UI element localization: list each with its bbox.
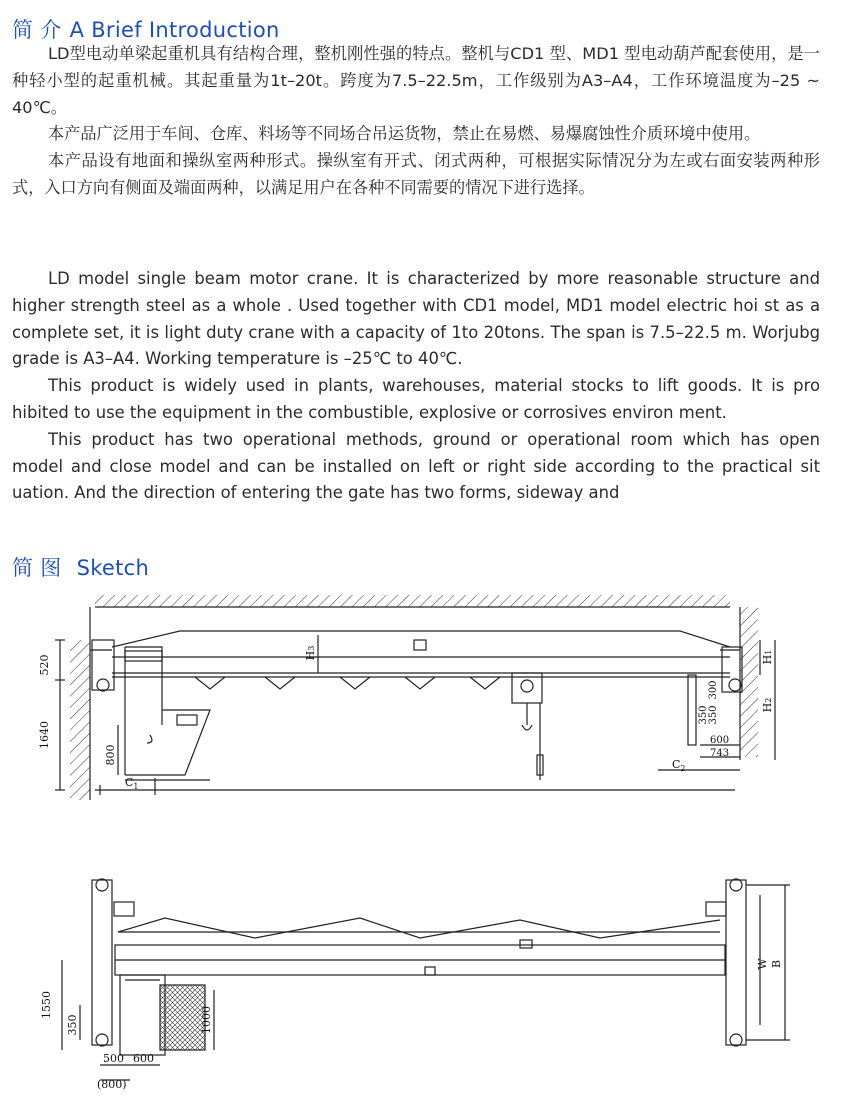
chinese-description (12, 41, 820, 202)
h1-label: H1 (761, 649, 774, 665)
dim-w-label: W (756, 958, 769, 970)
operator-cab-plan (120, 975, 165, 1055)
sketch-heading-en: Sketch (76, 556, 150, 580)
plan-dim-1550-label: 1550 (40, 991, 53, 1019)
right-wall-hatch (740, 607, 758, 757)
plan-dim-1000-label: 1000 (200, 1006, 213, 1034)
c2-label: $C_2$ (672, 758, 686, 773)
plan-dim-600-label: 600 (133, 1052, 154, 1065)
intro-heading-cn: 简 介 (12, 18, 62, 42)
cn-paragraph-1: LD型电动单梁起重机具有结构合理，整机刚性强的特点。整机与CD1 型、MD1 型电动葫芦配套使用，是一种轻小型的起重机械。其起重量为1t–20t。跨度为7.5–22.5m，工作级别为A3–A4，工作环境温度为–25 ~ 40℃。 (12, 44, 820, 117)
english-description (12, 266, 820, 507)
dim-b-label: B (770, 959, 783, 969)
horizontal-truss (118, 918, 720, 938)
en-paragraph-3: This product has two operational methods, ground or operational room which has open model and close model and can be installed on left or right side according to the practical sit uation. And the direction of entering the gate has two forms, sideway and (12, 429, 820, 503)
h3-label: H3 (304, 645, 317, 661)
main-girder-top (112, 631, 730, 647)
cn-paragraph-3: 本产品设有地面和操纵室两种形式。操纵室有开式、闭式两种，可根据实际情况分为左或右面安装两种形式，入口方向有侧面及端面两种，以满足用户在各种不同需要的情况下进行选择。 (12, 151, 820, 197)
dim-300-label: 300 (708, 680, 719, 700)
dim-1640-label: 1640 (38, 721, 51, 749)
en-paragraph-2: This product is widely used in plants, warehouses, material stocks to lift goods. It is pro hibited to use the equipment in the combustible, explosive or corrosives environ ment. (12, 376, 820, 422)
operator-cab (125, 647, 162, 725)
crane-side-elevation-drawing (0, 585, 853, 820)
plan-dim-500-label: 500 (103, 1052, 124, 1065)
plan-dim-350-label: 350 (66, 1014, 79, 1036)
dim-600-label: 600 (710, 735, 730, 746)
right-end-carriage-plan (726, 880, 746, 1045)
right-end-carriage (722, 647, 742, 692)
left-wall-hatch (70, 640, 90, 800)
c1-label: $C_1$ (125, 776, 139, 791)
left-end-carriage-plan (92, 880, 112, 1045)
intro-heading-en: A Brief Introduction (69, 18, 280, 42)
dim-800-label: 800 (104, 744, 117, 766)
intro-heading (12, 14, 280, 44)
left-end-carriage (92, 640, 114, 690)
ceiling-hatch (95, 595, 730, 607)
dim-350-label: 350 (708, 705, 719, 725)
plan-dim-800-label: (800) (97, 1078, 127, 1091)
en-paragraph-1: LD model single beam motor crane. It is characterized by more reasonable structure and higher strength steel as a whole . Used together with CD1 model, MD1 model electric hoi st as a complete set, it is light duty crane with a capacity of 1to 20tons. The span is 7.5–22.5 m. Worjubg grade is A3–A4. Working temperature is –25℃ to 40℃. (12, 269, 820, 369)
cn-paragraph-2: 本产品广泛用于车间、仓库、料场等不同场合吊运货物，禁止在易燃、易爆腐蚀性介质环境中使用。 (48, 124, 761, 144)
dim-743-label: 743 (710, 748, 730, 759)
sketch-heading-cn: 简 图 (12, 556, 62, 580)
dim-350b-label: 350 (698, 705, 709, 725)
crane-plan-view-drawing (0, 840, 853, 1105)
h2-label: H2 (761, 697, 774, 713)
dim-520-label: 520 (38, 654, 51, 676)
sketch-heading (12, 552, 149, 582)
